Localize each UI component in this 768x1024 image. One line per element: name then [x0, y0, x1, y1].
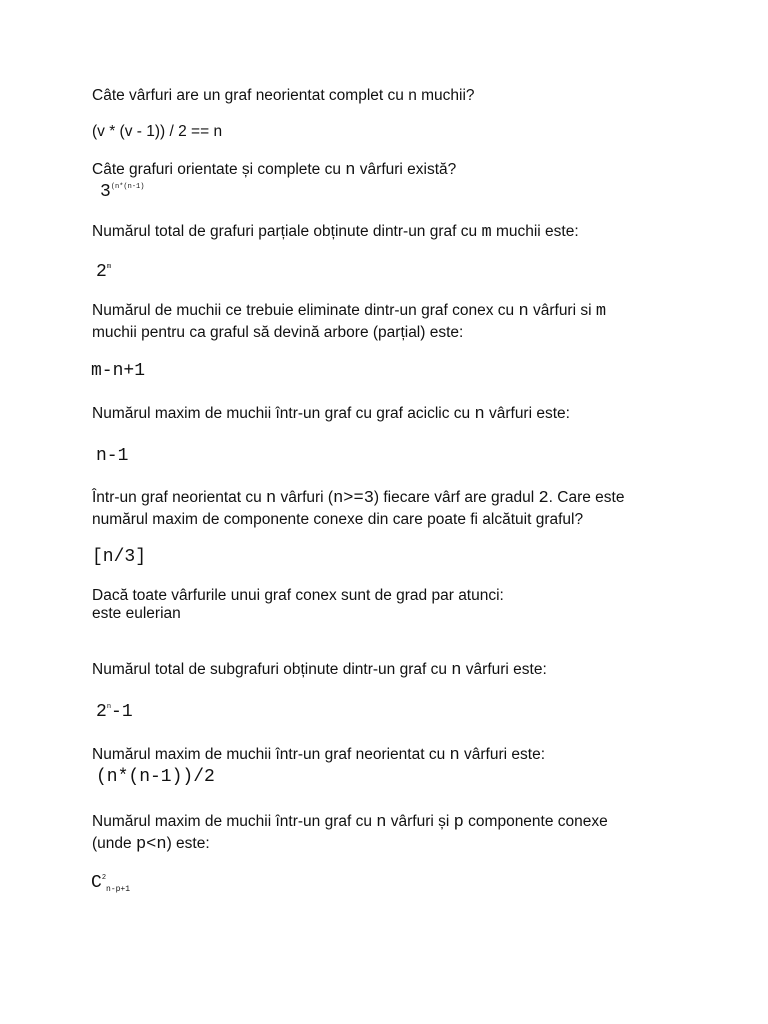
- question-8-pre: Numărul total de subgrafuri obținute dintr-un graf cu: [92, 661, 452, 678]
- question-5-post: vârfuri este:: [484, 405, 570, 422]
- question-5-var: n: [474, 405, 485, 424]
- question-2-var: n: [345, 161, 356, 180]
- answer-10-superscript: 2: [101, 874, 107, 882]
- answer-9: (n*(n-1))/2: [96, 767, 215, 787]
- question-10-l2-post: ) este:: [166, 835, 210, 852]
- question-6-line-2: numărul maxim de componente conexe din care poate fi alcătuit graful?: [92, 511, 584, 528]
- answer-5: n-1: [96, 446, 129, 466]
- question-6-condition: n>=3: [333, 489, 374, 508]
- answer-2-base: 3: [100, 182, 111, 202]
- question-8-var: n: [451, 661, 462, 680]
- question-10-var-n: n: [376, 813, 387, 832]
- question-10-line-2: [92, 835, 210, 854]
- question-10-mid: vârfuri și: [386, 813, 454, 830]
- question-7: Dacă toate vârfurile unui graf conex sunt de grad par atunci:: [92, 587, 504, 604]
- question-4-pre: Numărul de muchii ce trebuie eliminate dintr-un graf conex cu: [92, 302, 519, 319]
- question-8-post: vârfuri este:: [461, 661, 547, 678]
- question-5: [92, 405, 570, 424]
- question-6-line-1: [92, 489, 624, 508]
- answer-2-exponent: (n*(n-1): [110, 183, 145, 191]
- question-9-post: vârfuri este:: [459, 746, 545, 763]
- question-6-b: vârfuri (: [276, 489, 334, 506]
- question-5-pre: Numărul maxim de muchii într-un graf cu graf aciclic cu: [92, 405, 475, 422]
- question-3-var: m: [481, 223, 492, 242]
- question-1: Câte vârfuri are un graf neorientat complet cu n muchii?: [92, 87, 475, 104]
- answer-10: [91, 873, 130, 896]
- question-3-post: muchii este:: [491, 223, 579, 240]
- question-6-d: . Care este: [548, 489, 625, 506]
- answer-8-rest: -1: [111, 702, 133, 722]
- answer-10-base: C: [91, 873, 102, 893]
- question-9: [92, 746, 545, 765]
- question-3-pre: Numărul total de grafuri parțiale obținute dintr-un graf cu: [92, 223, 482, 240]
- question-4-mid: vârfuri si: [528, 302, 596, 319]
- question-10-line-1: [92, 813, 608, 832]
- question-9-pre: Numărul maxim de muchii într-un graf neorientat cu: [92, 746, 450, 763]
- answer-1: (v * (v - 1)) / 2 == n: [92, 123, 223, 140]
- answer-7: este eulerian: [92, 605, 181, 622]
- question-2-post: vârfuri există?: [355, 161, 457, 178]
- answer-6: [n/3]: [92, 547, 147, 567]
- answer-2: [100, 182, 144, 205]
- question-10-var-p: p: [453, 813, 464, 832]
- answer-4: m-n+1: [91, 361, 146, 381]
- question-10-post: componente conexe: [463, 813, 608, 830]
- question-2-pre: Câte grafuri orientate și complete cu: [92, 161, 346, 178]
- question-9-var: n: [449, 746, 460, 765]
- question-8: [92, 661, 547, 680]
- answer-8-base: 2: [96, 702, 107, 722]
- question-10-l2-pre: (unde: [92, 835, 136, 852]
- question-4-line-2: muchii pentru ca graful să devină arbore (parțial) este:: [92, 324, 464, 341]
- answer-10-subscript: n-p+1: [106, 885, 131, 894]
- answer-8-exponent: n: [106, 703, 112, 711]
- question-4-line-1: [92, 302, 606, 321]
- question-4-var-n: n: [518, 302, 529, 321]
- question-10-condition: p<n: [135, 835, 167, 854]
- question-3: [92, 223, 579, 242]
- question-6-var: n: [266, 489, 277, 508]
- answer-8: [96, 702, 133, 725]
- answer-3: [96, 262, 111, 285]
- question-10-pre: Numărul maxim de muchii într-un graf cu: [92, 813, 377, 830]
- answer-3-exponent: m: [106, 263, 112, 271]
- question-6-c: ) fiecare vârf are gradul: [373, 489, 539, 506]
- answer-3-base: 2: [96, 262, 107, 282]
- question-6-a: Într-un graf neorientat cu: [92, 489, 267, 506]
- question-6-degree: 2: [538, 489, 549, 508]
- question-4-var-m: m: [595, 302, 607, 321]
- question-2: [92, 161, 456, 180]
